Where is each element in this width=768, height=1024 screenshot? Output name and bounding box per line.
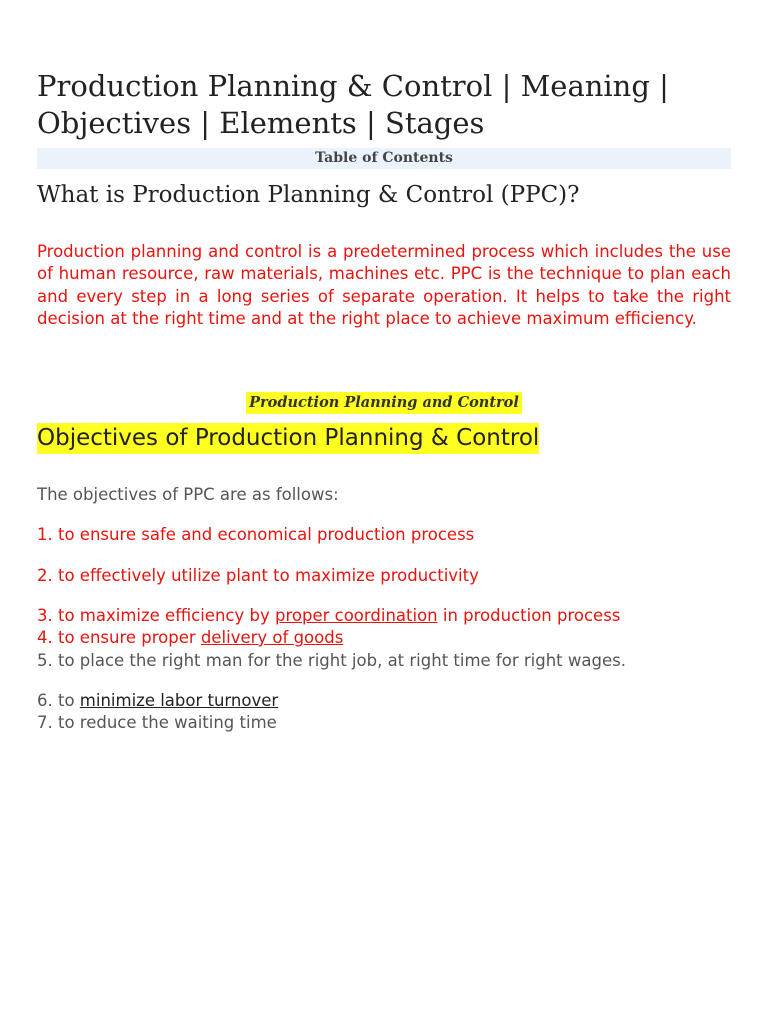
objective-4-text-start: 4. to ensure proper	[37, 628, 201, 647]
objective-6	[37, 690, 278, 713]
objective-7: 7. to reduce the waiting time	[37, 713, 277, 732]
ppc-definition-paragraph: Production planning and control is a predetermined process which includes the use of human resource, raw materials, machines etc. PPC is the technique to plan each and every step in a long series of separate operation. It helps to take the right decision at the right time and at the right place to achieve maximum efficiency.	[37, 242, 731, 328]
proper-coordination-link[interactable]: proper coordination	[274, 606, 438, 625]
objective-3-text-end: in production process	[437, 606, 621, 625]
delivery-of-goods-link[interactable]: delivery of goods	[200, 628, 344, 647]
objective-2: 2. to effectively utilize plant to maximize productivity	[37, 566, 479, 585]
section-heading-what-is-ppc: What is Production Planning & Control (PPC)?	[37, 182, 580, 208]
objective-3-text-start: 3. to maximize efficiency by	[37, 606, 275, 625]
objective-1: 1. to ensure safe and economical production process	[37, 525, 475, 544]
image-caption: Production Planning and Control	[246, 392, 522, 414]
image-caption-container	[37, 392, 731, 414]
objective-6-text-start: 6. to	[37, 691, 80, 710]
page-title: Production Planning & Control | Meaning | Objectives | Elements | Stages	[37, 69, 669, 140]
objective-5: 5. to place the right man for the right job, at right time for right wages.	[37, 651, 626, 670]
objectives-lead-text: The objectives of PPC are as follows:	[37, 485, 339, 504]
table-of-contents-toggle[interactable]: Table of Contents	[37, 148, 731, 169]
section-heading-objectives: Objectives of Production Planning & Control	[37, 423, 539, 454]
objective-3	[37, 605, 620, 628]
minimize-labor-turnover-link[interactable]: minimize labor turnover	[79, 691, 279, 710]
objective-4	[37, 627, 343, 650]
